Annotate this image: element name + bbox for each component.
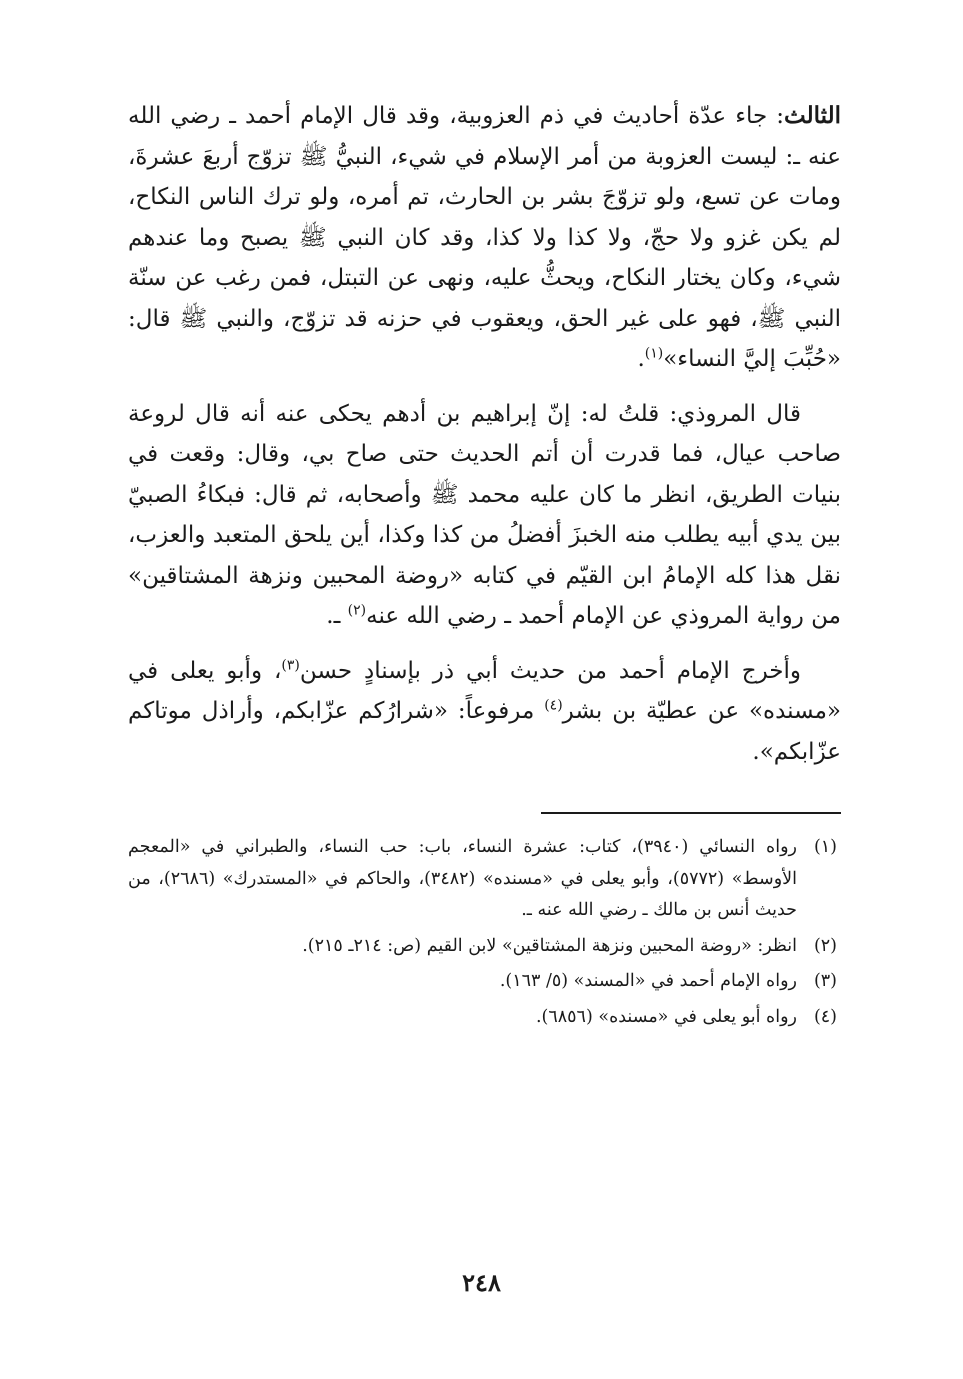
footnote-number: (١) <box>813 837 837 857</box>
paragraph-text: قال المروذي: قلتُ له: إنّ إبراهيم بن أدهم يحكى عنه أنه قال لروعة صاحب عيال، فما قدرت أن أتم الحديث حتى صاح بي، وقال: وقعت في بنيات الطريق، انظر ما كان عليه محمد ﷺ وأصحابه، ثم قال: فبكاءُ الصبيّ بين يدي أبيه يطلب منه الخبزَ أفضلُ من كذا وكذا، أين يلحق المتعبد والعزب، نقل هذا كله الإمامُ ابن القيّم في كتابه «روضة المحبين ونزهة المشتاقين» من رواية المروذي عن الإمام أحمد ـ رضي الله عنه <box>128 400 841 629</box>
footnote-text: انظر: «روضة المحبين ونزهة المشتاقين» لابن القيم (ص: ٢١٤ـ ٢١٥). <box>302 935 797 956</box>
paragraph-tail: ـ. <box>326 603 348 629</box>
paragraph-2 <box>128 394 841 637</box>
footnotes <box>128 832 841 1033</box>
footnote-ref-4[interactable]: (٤) <box>544 697 563 714</box>
footnote-1 <box>128 832 841 927</box>
footnote-number: (٣) <box>813 971 837 991</box>
footnote-ref-2[interactable]: (٢) <box>347 602 367 619</box>
paragraph-text: ، وأبو يعلى في «مسنده» عن عطيّة بن بشر <box>128 657 841 724</box>
footnote-number: (٤) <box>813 1006 837 1027</box>
book-page <box>128 96 841 1316</box>
paragraph-text: مرفوعاً: «شرارُكم عزّابكم، وأراذل موتاكم عزّابكم». <box>128 698 841 765</box>
paragraph-lead: الثالث <box>784 102 841 129</box>
footnote-number: (٢) <box>813 935 837 956</box>
footnote-text: رواه النسائي (٣٩٤٠)، كتاب: عشرة النساء، باب: حب النساء، والطبراني في «المعجم الأوسط» (٥٧٧٢)، وأبو يعلى في «مسنده» (٣٤٨٢)، والحاكم في «المستدرك» (٢٦٨٦)، من حديث أنس بن مالك ـ رضي الله عنه ـ. <box>128 837 797 920</box>
footnote-2 <box>128 931 841 963</box>
footnote-3 <box>128 966 841 998</box>
paragraph-text: : جاء عدّة أحاديث في ذم العزوبية، وقد قال الإمام أحمد ـ رضي الله عنه ـ: ليست العزوبة من أمر الإسلام في شيء، النبيُّ ﷺ تزوّج أربعَ عشرةَ، ومات عن تسع، ولو تزوّجَ بشر بن الحارث، تم أمره، ولو ترك الناس النكاح، لم يكن غزو ولا حجّ، ولا كذا ولا كذا، وقد كان النبي ﷺ يصبح وما عندهم شيء، وكان يختار النكاح، ويحثُّ عليه، ونهى عن التبتل، فمن رغب عن سنّة النبي ﷺ، فهو على غير الحق، ويعقوب في حزنه قد تزوّج، والنبي ﷺ قال: «حُبِّبَ إليَّ النساء» <box>128 103 841 372</box>
paragraph-tail: . <box>637 346 645 372</box>
main-text <box>128 96 841 772</box>
footnote-text: رواه أبو يعلى في «مسنده» (٦٨٥٦). <box>535 1006 797 1027</box>
paragraph-3 <box>128 651 841 773</box>
footnote-text: رواه الإمام أحمد في «المسند» (٥/ ١٦٣). <box>499 971 797 991</box>
footnote-ref-1[interactable]: (١) <box>644 345 664 362</box>
page-number: ٢٤٨ <box>462 1268 501 1297</box>
paragraph-text: وأخرج الإمام أحمد من حديث أبي ذر بإسنادٍ حسن <box>299 657 801 684</box>
footnote-separator <box>541 812 841 814</box>
paragraph-1 <box>128 96 841 380</box>
footnote-4 <box>128 1002 841 1034</box>
footnote-ref-3[interactable]: (٣) <box>281 656 300 673</box>
